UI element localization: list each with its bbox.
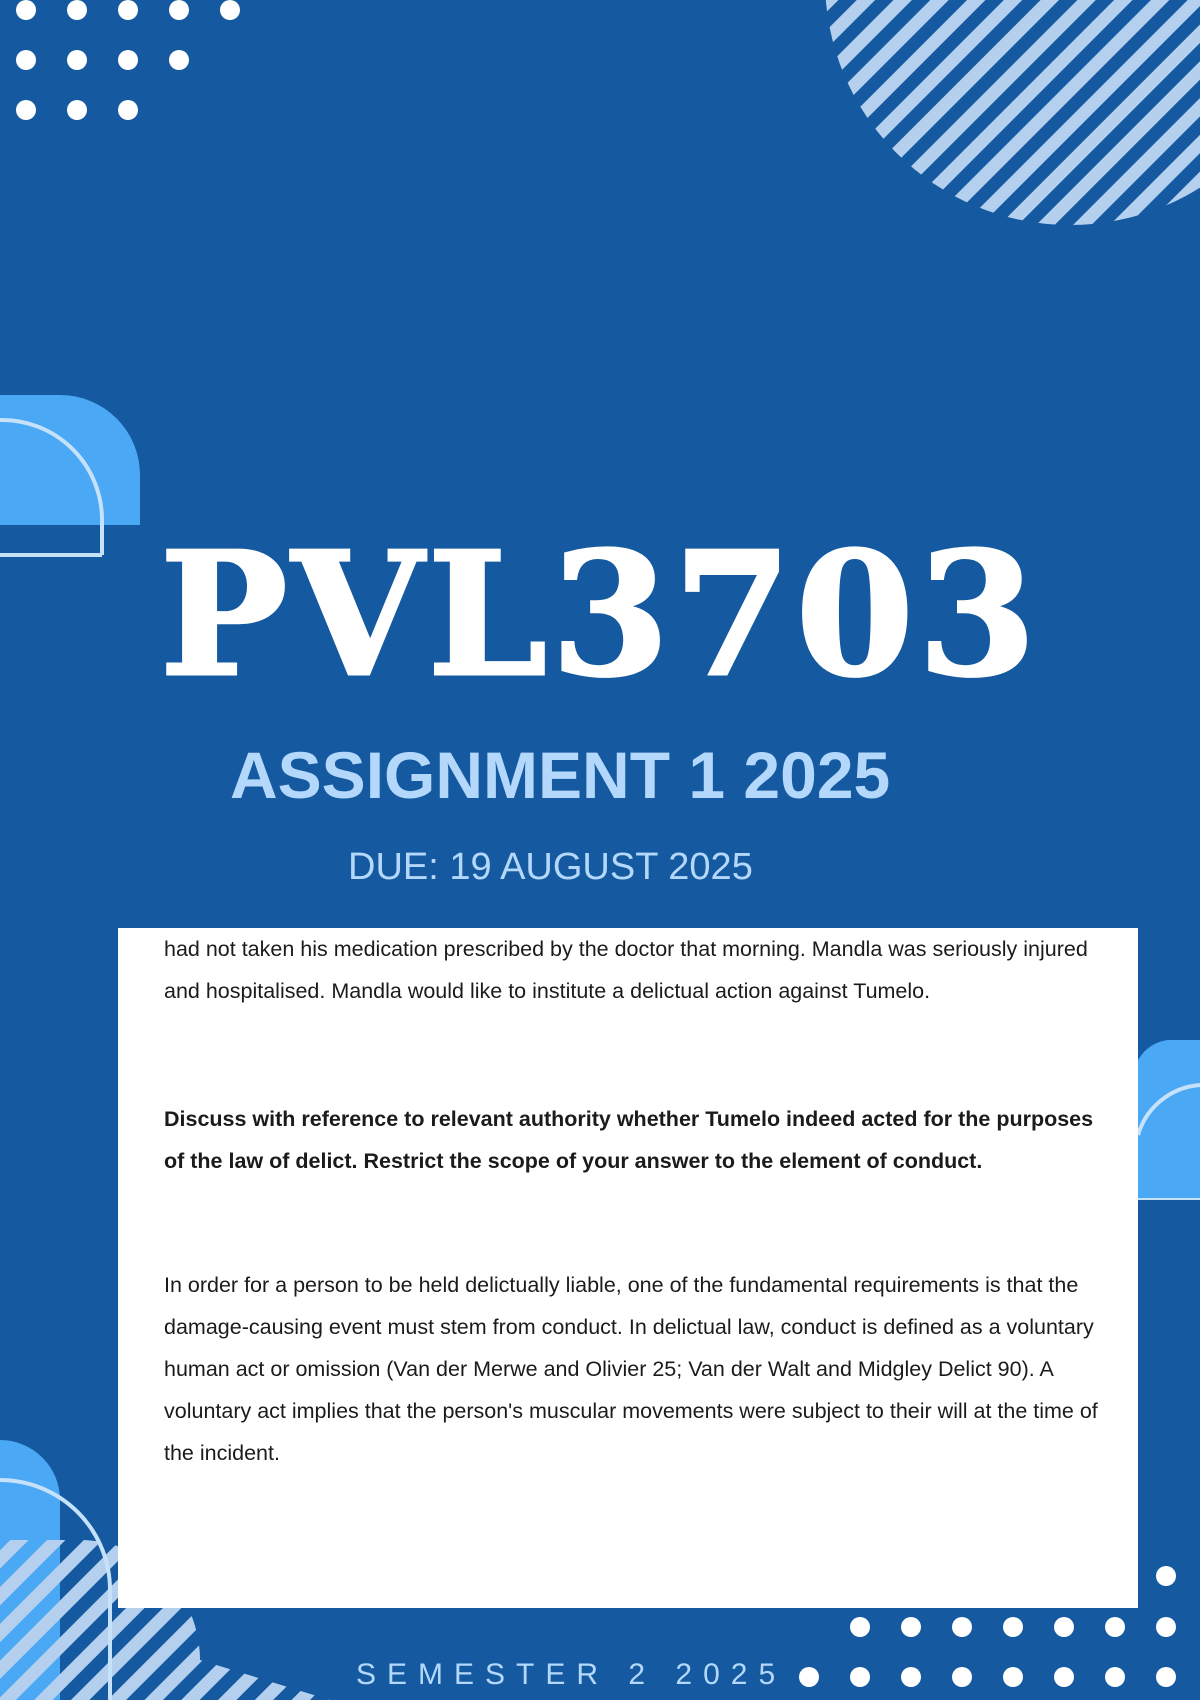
body-paragraph-2: In order for a person to be held delictually liable, one of the fundamental requirements is that the damage-causing event must stem from conduct. In delictual law, conduct is defined as a voluntary human act or omission (Van der Merwe and Olivier 25; Van der Walt and Midgley Delict 90). A voluntary act implies that the person's muscular movements were subject to their will at the time of the incident.: [164, 1273, 1098, 1465]
dot-pattern-top-left: [0, 0, 260, 130]
quarter-circle-right: [1138, 1040, 1200, 1200]
content-preview-box: [118, 928, 1138, 1608]
course-code-title: PVL3703: [159, 515, 1041, 715]
question-paragraph: Discuss with reference to relevant authority whether Tumelo indeed acted for the purposes of the law of delict. Restrict the scope of your answer to the element of conduct.: [164, 1107, 1094, 1173]
striped-circle-top-right: [820, 0, 1200, 230]
body-paragraph-1: had not taken his medication prescribed by the doctor that morning. Mandla was seriously injured and hospitalised. Mandla would like to institute a delictual action against Tumelo.: [164, 937, 1088, 1003]
due-date: DUE: 19 AUGUST 2025: [348, 846, 753, 888]
semester-label: SEMESTER 2 2025: [356, 1658, 787, 1691]
assignment-title: ASSIGNMENT 1 2025: [230, 738, 891, 812]
